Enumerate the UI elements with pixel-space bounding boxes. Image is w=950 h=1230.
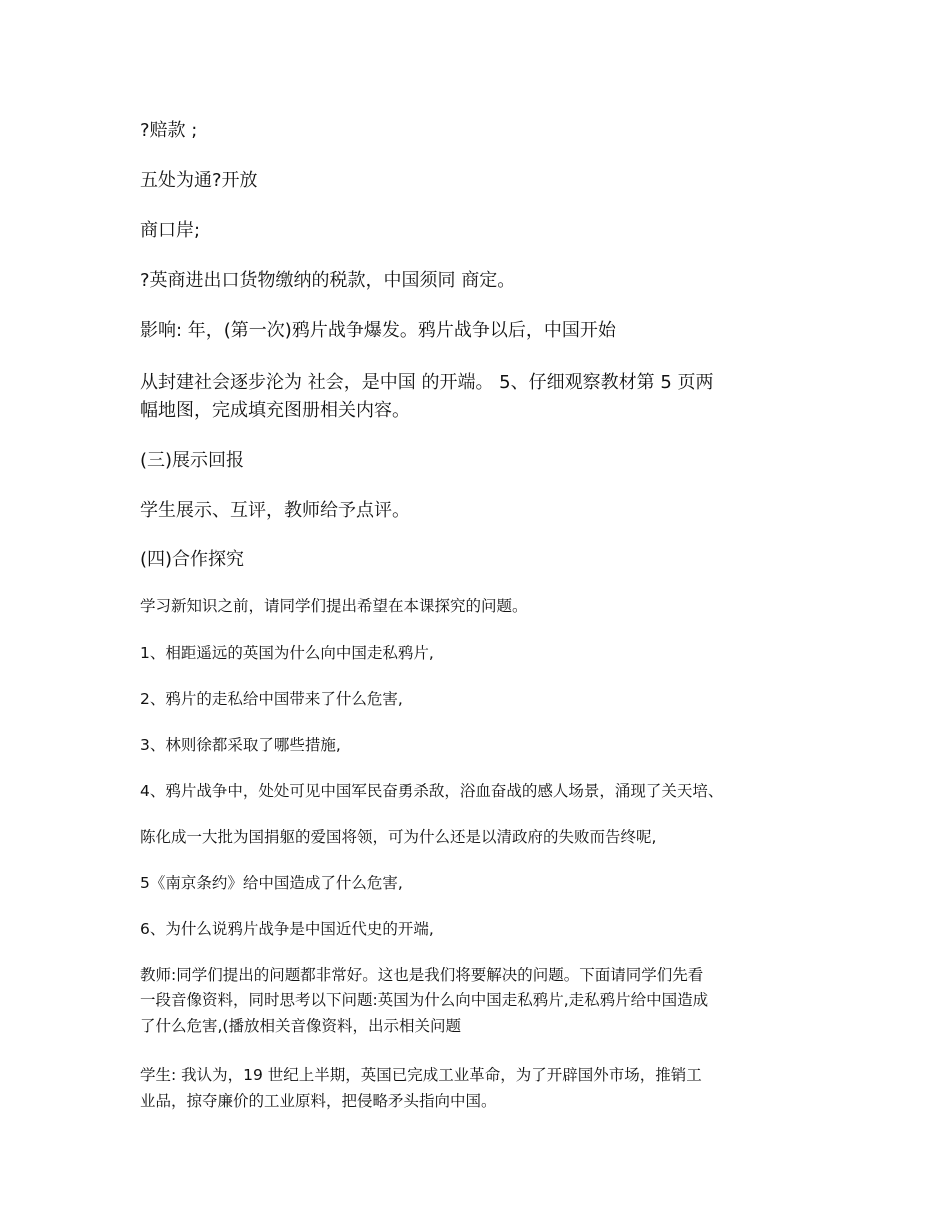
text-line-questions-intro: 学习新知识之前，请同学们提出希望在本课探究的问题。 xyxy=(140,597,528,615)
section-heading-cooperative-inquiry: (四)合作探究 xyxy=(140,549,245,570)
question-4: 4、鸦片战争中，处处可见中国军民奋勇杀敌，浴血奋战的感人场景，涌现了关天培、 xyxy=(140,782,724,800)
teacher-line-2: 一段音像资料，同时思考以下问题:英国为什么向中国走私鸦片,走私鸦片给中国造成 xyxy=(140,991,709,1009)
text-line-trade-ports: 商口岸; xyxy=(140,220,201,241)
text-line-student-presentation: 学生展示、互评，教师给予点评。 xyxy=(140,500,410,521)
question-2: 2、鸦片的走私给中国带来了什么危害, xyxy=(140,690,403,708)
teacher-line-1: 教师:同学们提出的问题都非常好。这也是我们将要解决的问题。下面请同学们先看 xyxy=(140,966,704,984)
text-line-tariff: ?英商进出口货物缴纳的税款，中国须同 商定。 xyxy=(140,270,516,291)
question-3: 3、林则徐都采取了哪些措施, xyxy=(140,736,341,754)
student-answer-line-1: 学生: 我认为，19 世纪上半期，英国已完成工业革命，为了开辟国外市场，推销工 xyxy=(140,1066,702,1084)
text-line-semi-colonial: 从封建社会逐步沦为 社会，是中国 的开端。 5、仔细观察教材第 5 页两 xyxy=(140,372,714,393)
question-1: 1、相距遥远的英国为什么向中国走私鸦片, xyxy=(140,644,434,662)
section-heading-presentation: (三)展示回报 xyxy=(140,450,245,471)
question-5: 5《南京条约》给中国造成了什么危害, xyxy=(140,874,403,892)
question-6: 6、为什么说鸦片战争是中国近代史的开端, xyxy=(140,920,434,938)
student-answer-line-2: 业品，掠夺廉价的工业原料，把侵略矛头指向中国。 xyxy=(140,1092,497,1110)
text-line-five-ports: 五处为通?开放 xyxy=(140,170,258,191)
text-line-impact: 影响: 年，(第一次)鸦片战争爆发。鸦片战争以后，中国开始 xyxy=(140,320,616,341)
question-4-continued: 陈化成一大批为国捐躯的爱国将领，可为什么还是以清政府的失败而告终呢, xyxy=(140,828,657,846)
teacher-line-3: 了什么危害,(播放相关音像资料，出示相关问题 xyxy=(140,1017,461,1035)
text-line-maps: 幅地图，完成填充图册相关内容。 xyxy=(140,400,410,421)
text-line-compensation: ?赔款 ; xyxy=(140,120,198,141)
